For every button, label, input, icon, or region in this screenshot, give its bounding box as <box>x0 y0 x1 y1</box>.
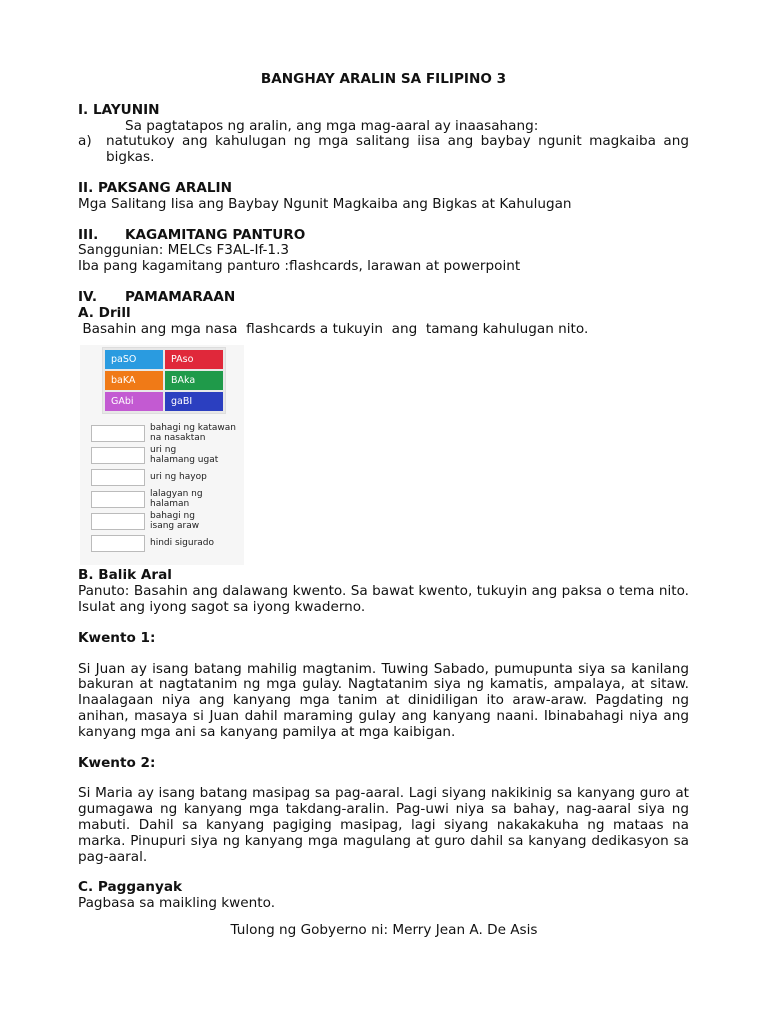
answer-box <box>91 447 145 464</box>
meaning-label: uri ng hayop <box>150 472 207 483</box>
flashcard-tile: paSO <box>105 350 163 369</box>
section-kagamitan-heading <box>78 228 689 244</box>
flashcard-tile: BAka <box>165 371 223 390</box>
layunin-intro: Sa pagtatapos ng aralin, ang mga mag-aaral ay inaasahang: <box>125 117 539 134</box>
flashcard-tile: PAso <box>165 350 223 369</box>
answer-box <box>91 535 145 552</box>
section-layunin-heading: I. LAYUNIN <box>78 101 160 118</box>
document-page <box>78 72 689 912</box>
drill-instructions: Basahin ang mga nasa flashcards a tukuyin ang tamang kahulugan nito. <box>78 320 589 337</box>
drill-heading: A. Drill <box>78 304 131 321</box>
paksang-aralin-text: Mga Salitang Iisa ang Baybay Ngunit Magkaiba ang Bigkas at Kahulugan <box>78 195 572 212</box>
answer-box <box>91 425 145 442</box>
pagganyak-heading: C. Pagganyak <box>78 879 183 896</box>
document-title: BANGHAY ARALIN SA FILIPINO 3 <box>260 71 507 87</box>
balik-aral-heading: B. Balik Aral <box>78 567 172 584</box>
section-paksang-aralin-heading: II. PAKSANG ARALIN <box>78 179 232 196</box>
layunin-item-a <box>78 134 689 166</box>
matching-row <box>91 511 260 533</box>
flashcard-figure <box>80 345 244 565</box>
matching-row <box>91 423 260 445</box>
kwento1-text: Si Juan ay isang batang mahilig magtanim. Tuwing Sabado, pumupunta siya sa kanilang bakuran at nagtatanim ng mga gulay. Nagtatanim siya ng kamatis, ampalaya, at sitaw. Inaalagaan niya ang kanyang mga tanim at dinidiligan ito araw-araw. Pagdating ng anihan, masaya si Juan dahil maraming gulay ang kanyang naani. Ibinabahagi niya ang kanyang mga ani sa kanyang pamilya at mga kaibigan. <box>78 660 689 740</box>
matching-row <box>91 533 260 555</box>
meaning-label: lalagyan ng halaman <box>150 489 203 510</box>
kagamitan-sanggunian: Sanggunian: MELCs F3AL-If-1.3 <box>78 242 290 259</box>
matching-row <box>91 489 260 511</box>
meaning-label: hindi sigurado <box>150 538 215 549</box>
matching-row <box>91 467 260 489</box>
meaning-label: bahagi ng katawan na nasaktan <box>150 423 236 444</box>
kwento1-heading: Kwento 1: <box>78 629 156 646</box>
flashcard-tile: baKA <box>105 371 163 390</box>
meaning-label: uri ng halamang ugat <box>150 445 219 466</box>
answer-box <box>91 469 145 486</box>
kwento2-heading: Kwento 2: <box>78 754 156 771</box>
section-number: III. <box>78 226 99 243</box>
list-marker: a) <box>78 133 92 150</box>
flashcard-tile: gaBI <box>165 392 223 411</box>
flashcard-grid <box>102 347 226 414</box>
document-footer: Tulong ng Gobyerno ni: Merry Jean A. De Asis <box>230 922 538 938</box>
meaning-label: bahagi ng isang araw <box>150 511 200 532</box>
balik-aral-text: Panuto: Basahin ang dalawang kwento. Sa bawat kwento, tukuyin ang paksa o tema nito. Isulat ang iyong sagot sa iyong kwaderno. <box>78 583 689 615</box>
list-item-text: natutukoy ang kahulugan ng mga salitang iisa ang baybay ngunit magkaiba ang bigkas. <box>106 133 689 166</box>
section-heading-text: PAMAMARAAN <box>125 288 236 305</box>
section-heading-text: KAGAMITANG PANTURO <box>125 226 306 243</box>
kwento2-text: Si Maria ay isang batang masipag sa pag-aaral. Lagi siyang nakikinig sa kanyang guro at gumagawa ng kanyang mga takdang-aralin. Pag-uwi niya sa bahay, nag-aaral siya ng mabuti. Dahil sa kanyang pagiging masipag, lagi siyang nakakakuha ng mataas na marka. Pinupuri siya ng kanyang mga magulang at guro dahil sa kanyang dedikasyon sa pag-aaral. <box>78 785 689 865</box>
matching-list <box>91 423 260 555</box>
section-pamamaraan-heading <box>78 290 689 306</box>
answer-box <box>91 491 145 508</box>
matching-row <box>91 445 260 467</box>
pagganyak-text: Pagbasa sa maikling kwento. <box>78 895 276 912</box>
flashcard-tile: GAbi <box>105 392 163 411</box>
section-number: IV. <box>78 288 97 305</box>
answer-box <box>91 513 145 530</box>
kagamitan-iba-pa: Iba pang kagamitang panturo :flashcards, larawan at powerpoint <box>78 258 521 275</box>
